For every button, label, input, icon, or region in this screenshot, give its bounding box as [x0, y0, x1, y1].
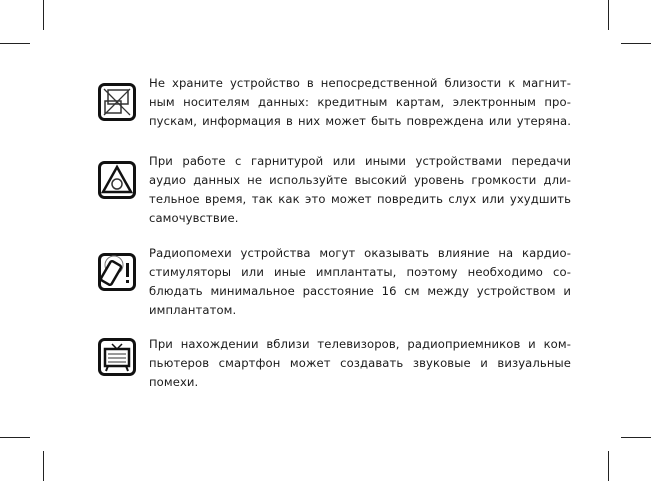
pacemaker-interference-icon — [98, 253, 136, 291]
text-line: Радиопомехи устройства могут оказывать влияние на кардио- — [149, 246, 571, 260]
crop-mark — [0, 437, 30, 438]
text-line: ным носителям данных: кредитным картам, электронным про- — [149, 95, 571, 109]
text-line: пьютеров смартфон может создавать звуковые и визуальные — [149, 356, 571, 370]
warning-magnetic-media — [149, 74, 571, 131]
crop-mark — [621, 437, 651, 438]
crop-mark — [608, 0, 609, 30]
text-line: тельное время, так как это может повредить слух или ухудшить — [149, 192, 571, 206]
warning-hearing — [149, 152, 571, 228]
hearing-warning-icon — [98, 161, 136, 199]
crop-mark — [608, 451, 609, 481]
text-line: пускам, информация в них может быть повреждена или утеряна. — [149, 114, 571, 128]
tv-interference-icon — [98, 338, 136, 376]
text-line: Не храните устройство в непосредственной близости к магнит- — [149, 76, 571, 90]
text-line: блюдать минимальное расстояние 16 см между устройством и — [149, 284, 571, 298]
warning-tv-interference — [149, 335, 571, 392]
crop-mark — [0, 43, 30, 44]
text-line: аудио данных не используйте высокий уровень громкости дли- — [149, 173, 571, 187]
text-line: самочувствие. — [149, 211, 239, 225]
warning-pacemaker — [149, 244, 571, 320]
text-line: При нахождении вблизи телевизоров, радиоприемников и ком- — [149, 337, 571, 351]
no-magnetic-card-icon — [98, 83, 136, 121]
text-line: При работе с гарнитурой или иными устройствами передачи — [149, 154, 571, 168]
text-line: стимуляторы или иные имплантаты, поэтому необходимо со- — [149, 265, 571, 279]
text-line: имплантатом. — [149, 303, 237, 317]
crop-mark — [43, 451, 44, 481]
crop-mark — [43, 0, 44, 30]
text-line: помехи. — [149, 375, 199, 389]
crop-mark — [621, 43, 651, 44]
